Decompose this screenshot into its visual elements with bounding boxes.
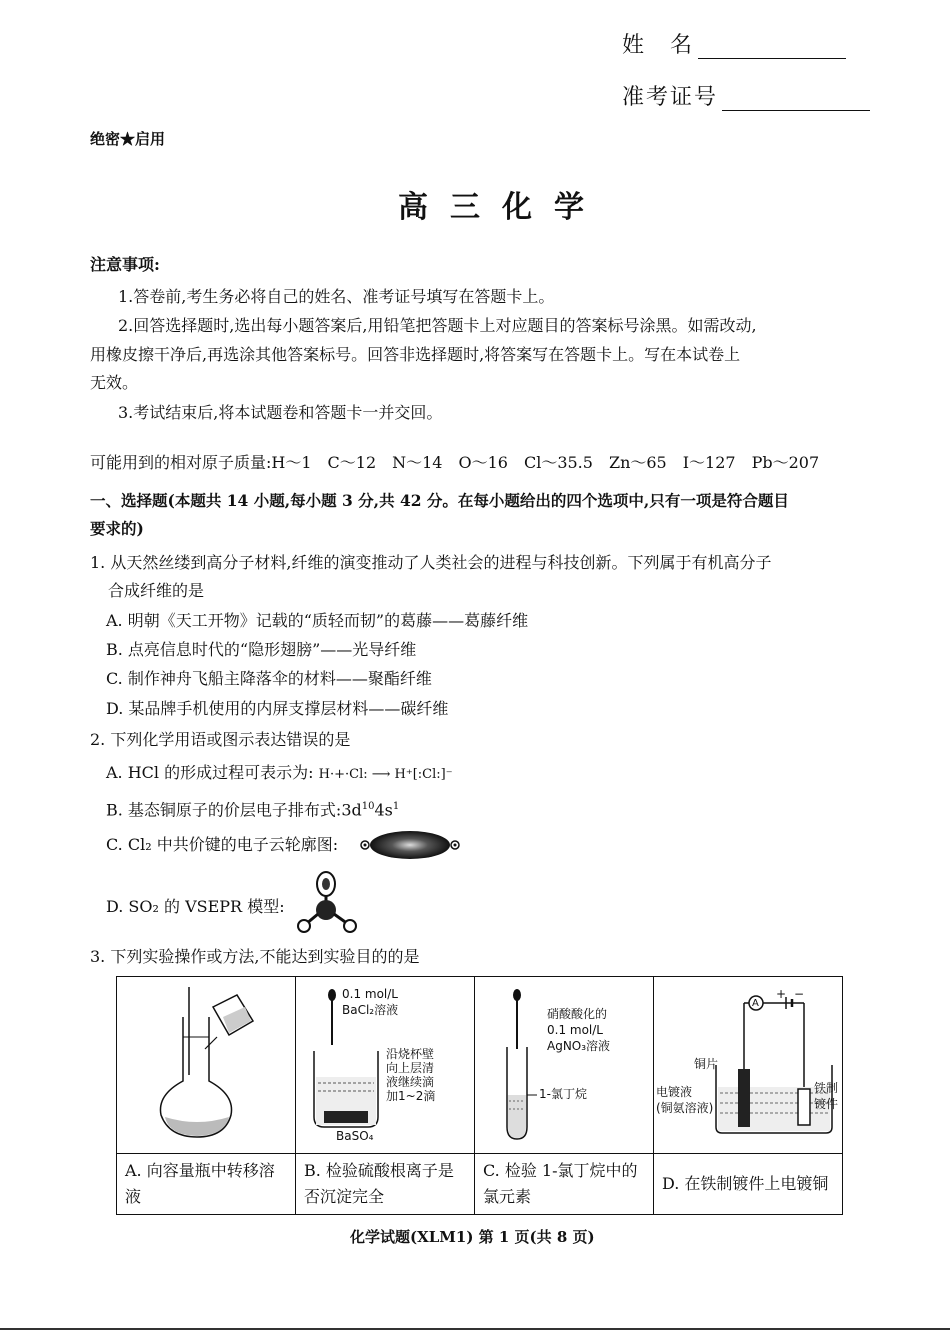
q2-option-d: D. SO₂ 的 VSEPR 模型: bbox=[106, 897, 285, 916]
exp-d-figure bbox=[654, 977, 843, 1154]
notice-item: 1.答卷前,考生务必将自己的姓名、准考证号填写在答题卡上。 bbox=[118, 287, 555, 306]
name-blank[interactable] bbox=[698, 32, 846, 59]
notice-item: 2.回答选择题时,选出每小题答案后,用铅笔把答题卡上对应题目的答案标号涂黑。如需改动, bbox=[118, 316, 757, 335]
exam-id-blank[interactable] bbox=[722, 84, 870, 111]
q3-stem: 3. 下列实验操作或方法,不能达到实验目的的是 bbox=[90, 947, 420, 966]
q3-experiment-table bbox=[116, 976, 843, 1215]
electroplating-diagram bbox=[654, 977, 842, 1149]
test-tube-diagram bbox=[475, 977, 653, 1149]
exp-a-caption-cell bbox=[117, 1154, 296, 1215]
q1-stem-cont: 合成纤维的是 bbox=[108, 581, 205, 600]
exp-c-label-chlorobutane: 1-氯丁烷 bbox=[539, 1087, 587, 1101]
exp-b-label-note1: 沿烧杯壁 bbox=[386, 1047, 435, 1061]
exp-d-label-iron1: 铁制 bbox=[814, 1081, 839, 1095]
exp-b-label-note3: 液继续滴 bbox=[386, 1075, 435, 1089]
exp-a-caption: A. 向容量瓶中转移溶液 bbox=[125, 1161, 275, 1206]
atomic-masses: 可能用到的相对原子质量:H～1 C～12 N～14 O～16 Cl～35.5 Zn～65 I～127 Pb～207 bbox=[90, 453, 820, 472]
page-bottom-rule bbox=[0, 1328, 950, 1330]
cu-config-sup1: 10 bbox=[361, 801, 375, 812]
q2-stem: 2. 下列化学用语或图示表达错误的是 bbox=[90, 730, 351, 749]
cl2-electron-cloud-image bbox=[360, 828, 460, 862]
exp-d-label-copper: 铜片 bbox=[694, 1057, 719, 1071]
q1-option-b: B. 点亮信息时代的“隐形翅膀”——光导纤维 bbox=[106, 640, 417, 659]
notice-item: 无效。 bbox=[90, 373, 139, 392]
notice-heading: 注意事项: bbox=[90, 255, 160, 274]
exp-d-caption: D. 在铁制镀件上电镀铜 bbox=[662, 1174, 829, 1193]
name-label: 姓 名 bbox=[622, 33, 695, 58]
exp-c-caption-cell bbox=[475, 1154, 654, 1215]
q1-stem: 1. 从天然丝缕到高分子材料,纤维的演变推动了人类社会的进程与科技创新。下列属于有机高分子 bbox=[90, 553, 772, 572]
q1-option-c: C. 制作神舟飞船主降落伞的材料——聚酯纤维 bbox=[106, 669, 432, 688]
exp-a-figure bbox=[117, 977, 296, 1154]
page-title: 高三化学 bbox=[398, 190, 606, 225]
exp-d-label-iron2: 镀件 bbox=[814, 1097, 839, 1111]
exp-b-caption: B. 检验硫酸根离子是否沉淀完全 bbox=[304, 1161, 454, 1206]
exam-id-field bbox=[622, 80, 870, 111]
exp-c-label-conc: 0.1 mol/L bbox=[547, 1023, 603, 1037]
exp-d-caption-cell bbox=[654, 1154, 843, 1215]
ammeter-label: A bbox=[752, 998, 759, 1009]
exp-b-label-conc: 0.1 mol/L bbox=[342, 987, 398, 1001]
exp-b-label-note2: 向上层清 bbox=[386, 1061, 435, 1075]
section-heading: 一、选择题(本题共 14 小题,每小题 3 分,共 42 分。在每小题给出的四个选项中,只有一项是符合题目 bbox=[90, 491, 789, 510]
q1-option-d: D. 某品牌手机使用的内屏支撑层材料——碳纤维 bbox=[106, 699, 449, 718]
cu-config-sup2: 1 bbox=[392, 801, 400, 812]
exp-b-label-reagent: BaCl₂溶液 bbox=[342, 1003, 399, 1017]
q1-option-a: A. 明朝《天工开物》记载的“质轻而韧”的葛藤——葛藤纤维 bbox=[106, 611, 529, 630]
volumetric-flask-diagram bbox=[117, 977, 295, 1149]
exp-b-figure bbox=[296, 977, 475, 1154]
page-footer: 化学试题(XLM1) 第 1 页(共 8 页) bbox=[350, 1228, 595, 1246]
q2-option-b-text: B. 基态铜原子的价层电子排布式: bbox=[106, 800, 342, 820]
notice-item: 3.考试结束后,将本试题卷和答题卡一并交回。 bbox=[118, 403, 443, 422]
exp-d-label-solution: 电镀液 bbox=[656, 1085, 693, 1099]
q2-option-b bbox=[106, 796, 399, 821]
exp-c-label-acid: 硝酸酸化的 bbox=[547, 1007, 608, 1021]
q2-option-a bbox=[106, 762, 453, 786]
hcl-formation-formula: H·+·Cl: ⟶ H⁺[:Cl:]⁻ bbox=[318, 767, 453, 782]
so2-vsepr-model-image bbox=[296, 870, 366, 934]
exp-c-figure bbox=[475, 977, 654, 1154]
name-field bbox=[622, 28, 846, 59]
notice-item: 用橡皮擦干净后,再选涂其他答案标号。回答非选择题时,将答案写在答题卡上。写在本试卷上 bbox=[90, 345, 741, 364]
exp-c-caption: C. 检验 1-氯丁烷中的氯元素 bbox=[483, 1161, 638, 1206]
exp-d-label-solution-note: (铜氨溶液) bbox=[656, 1101, 714, 1115]
cu-config-4s: 4s bbox=[374, 800, 393, 820]
cu-config-3d: 3d bbox=[341, 800, 362, 820]
exp-b-label-note4: 加1~2滴 bbox=[386, 1089, 436, 1103]
q2-option-c: C. Cl₂ 中共价键的电子云轮廓图: bbox=[106, 835, 339, 854]
secret-mark: 绝密★启用 bbox=[90, 130, 166, 148]
exam-id-label: 准考证号 bbox=[622, 85, 719, 110]
battery-plus-label: + bbox=[776, 987, 787, 1001]
exp-b-label-precipitate: BaSO₄ bbox=[336, 1129, 374, 1143]
exp-c-label-reagent: AgNO₃溶液 bbox=[547, 1039, 611, 1053]
q2-option-a-text: A. HCl 的形成过程可表示为: bbox=[106, 763, 314, 782]
section-heading-cont: 要求的) bbox=[90, 519, 144, 538]
battery-minus-label: − bbox=[794, 987, 805, 1001]
exp-b-caption-cell bbox=[296, 1154, 475, 1215]
